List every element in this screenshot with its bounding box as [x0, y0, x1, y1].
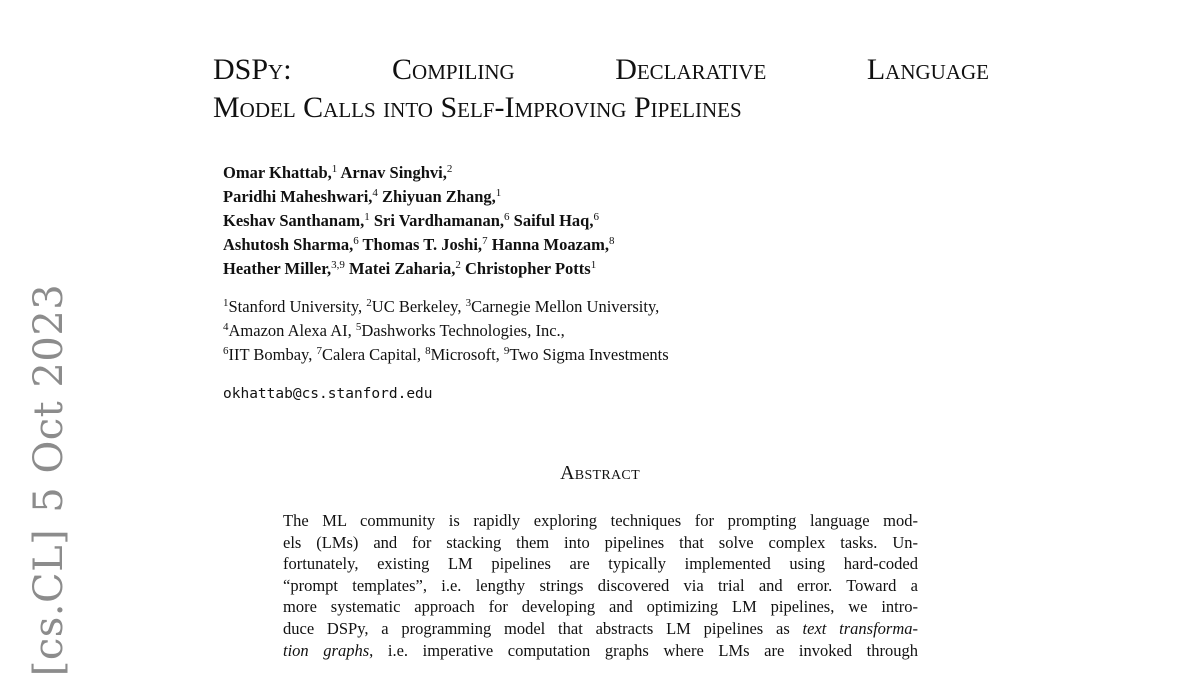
affiliation-name: Carnegie Mellon University, [471, 297, 660, 316]
affiliation-mark: 7 [316, 345, 322, 357]
abstract-text: duce DSPy, a programming model that abstracts LM pipelines as [283, 618, 803, 638]
affiliation-name: UC Berkeley, [371, 297, 466, 316]
author-affiliation-mark: 6 [504, 211, 510, 223]
title-word: Language [866, 53, 989, 86]
abstract-line [283, 618, 918, 640]
author-affiliation-mark: 3,9 [331, 259, 345, 271]
author-affiliation-mark: 6 [353, 235, 359, 247]
author-row [223, 234, 615, 258]
author-name: Ashutosh Sharma, [223, 235, 354, 254]
paper-title [213, 51, 989, 127]
abstract-emphasis: tion graphs [283, 640, 370, 660]
affiliation-name: Two Sigma Investments [509, 345, 669, 364]
affiliation-mark: 2 [366, 297, 372, 309]
author-row [223, 186, 615, 210]
author-affiliation-mark: 2 [446, 163, 453, 175]
title-line-1 [213, 51, 989, 89]
abstract-text: The ML community is rapidly exploring techniques for prompting language mod- [283, 511, 918, 530]
affiliation-name: Dashworks Technologies, Inc., [361, 321, 565, 340]
author-name: Matei Zaharia, [349, 259, 456, 278]
affiliation-name: Calera Capital, [322, 345, 426, 364]
affiliation-name: Stanford University, [228, 297, 367, 316]
author-name: Omar Khattab, [223, 163, 332, 182]
author-name: Zhiyuan Zhang, [382, 187, 496, 206]
author-name: Arnav Singhvi, [340, 163, 447, 182]
author-name: Saiful Haq, [513, 211, 594, 230]
abstract-text: , i.e. imperative computation graphs where LMs are invoked through [369, 640, 918, 660]
abstract-line [283, 640, 918, 662]
author-name: Christopher Potts [464, 259, 591, 278]
arxiv-date: 5 Oct 2023 [26, 283, 72, 513]
author-name: Thomas T. Joshi, [362, 235, 483, 254]
affiliation-mark: 4 [223, 321, 229, 333]
author-name: Paridhi Maheshwari, [223, 187, 373, 206]
affiliation-row [223, 296, 669, 320]
affiliation-mark: 9 [503, 345, 510, 357]
author-row [223, 258, 615, 282]
affiliation-mark: 1 [223, 297, 229, 309]
abstract-heading: Abstract [560, 462, 640, 484]
abstract-text: “prompt templates”, i.e. lengthy strings discovered via trial and error. Toward a [283, 575, 918, 595]
author-affiliation-mark: 8 [609, 235, 615, 247]
author-affiliation-mark: 6 [593, 211, 599, 223]
author-list [223, 162, 615, 282]
abstract-line [283, 596, 918, 618]
affiliation-row [223, 320, 669, 344]
author-affiliation-mark: 1 [331, 163, 338, 175]
author-name: Heather Miller, [223, 259, 332, 278]
abstract-line [283, 553, 918, 575]
affiliation-name: Microsoft, [430, 345, 504, 364]
abstract-emphasis: text transforma- [802, 618, 918, 638]
author-name: Keshav Santhanam, [223, 211, 365, 230]
author-row [223, 210, 615, 234]
affiliation-name: IIT Bombay, [228, 345, 317, 364]
affiliation-row [223, 344, 669, 368]
author-affiliation-mark: 1 [495, 187, 502, 199]
affiliation-list [223, 296, 669, 368]
affiliation-mark: 8 [425, 345, 431, 357]
author-affiliation-mark: 2 [455, 259, 461, 271]
title-line-2: Model Calls into Self-Improving Pipelines [213, 91, 742, 124]
contact-email: okhattab@cs.stanford.edu [223, 386, 433, 402]
author-affiliation-mark: 1 [590, 259, 597, 271]
author-affiliation-mark: 4 [372, 187, 378, 199]
author-name: Hanna Moazam, [491, 235, 610, 254]
author-row [223, 162, 615, 186]
abstract-line [283, 575, 918, 597]
title-word: Compiling [392, 53, 515, 86]
author-name: Sri Vardhamanan, [373, 211, 505, 230]
abstract-text: more systematic approach for developing and optimizing LM pipelines, we intro- [283, 597, 918, 617]
abstract-line [283, 510, 918, 532]
arxiv-category: [cs.CL] [26, 528, 72, 676]
author-affiliation-mark: 7 [482, 235, 488, 247]
abstract-line [283, 532, 918, 554]
abstract-text: fortunately, existing LM pipelines are typically implemented using hard-coded [283, 554, 918, 574]
affiliation-name: Amazon Alexa AI, [228, 321, 356, 340]
affiliation-mark: 6 [223, 345, 229, 357]
author-affiliation-mark: 1 [364, 211, 370, 223]
affiliation-mark: 5 [355, 321, 362, 333]
affiliation-mark: 3 [465, 297, 472, 309]
title-word: Declarative [615, 53, 767, 86]
title-word: DSPy: [213, 53, 292, 86]
abstract-body [283, 510, 918, 661]
abstract-text: els (LMs) and for stacking them into pipelines that solve complex tasks. Un- [283, 532, 918, 552]
